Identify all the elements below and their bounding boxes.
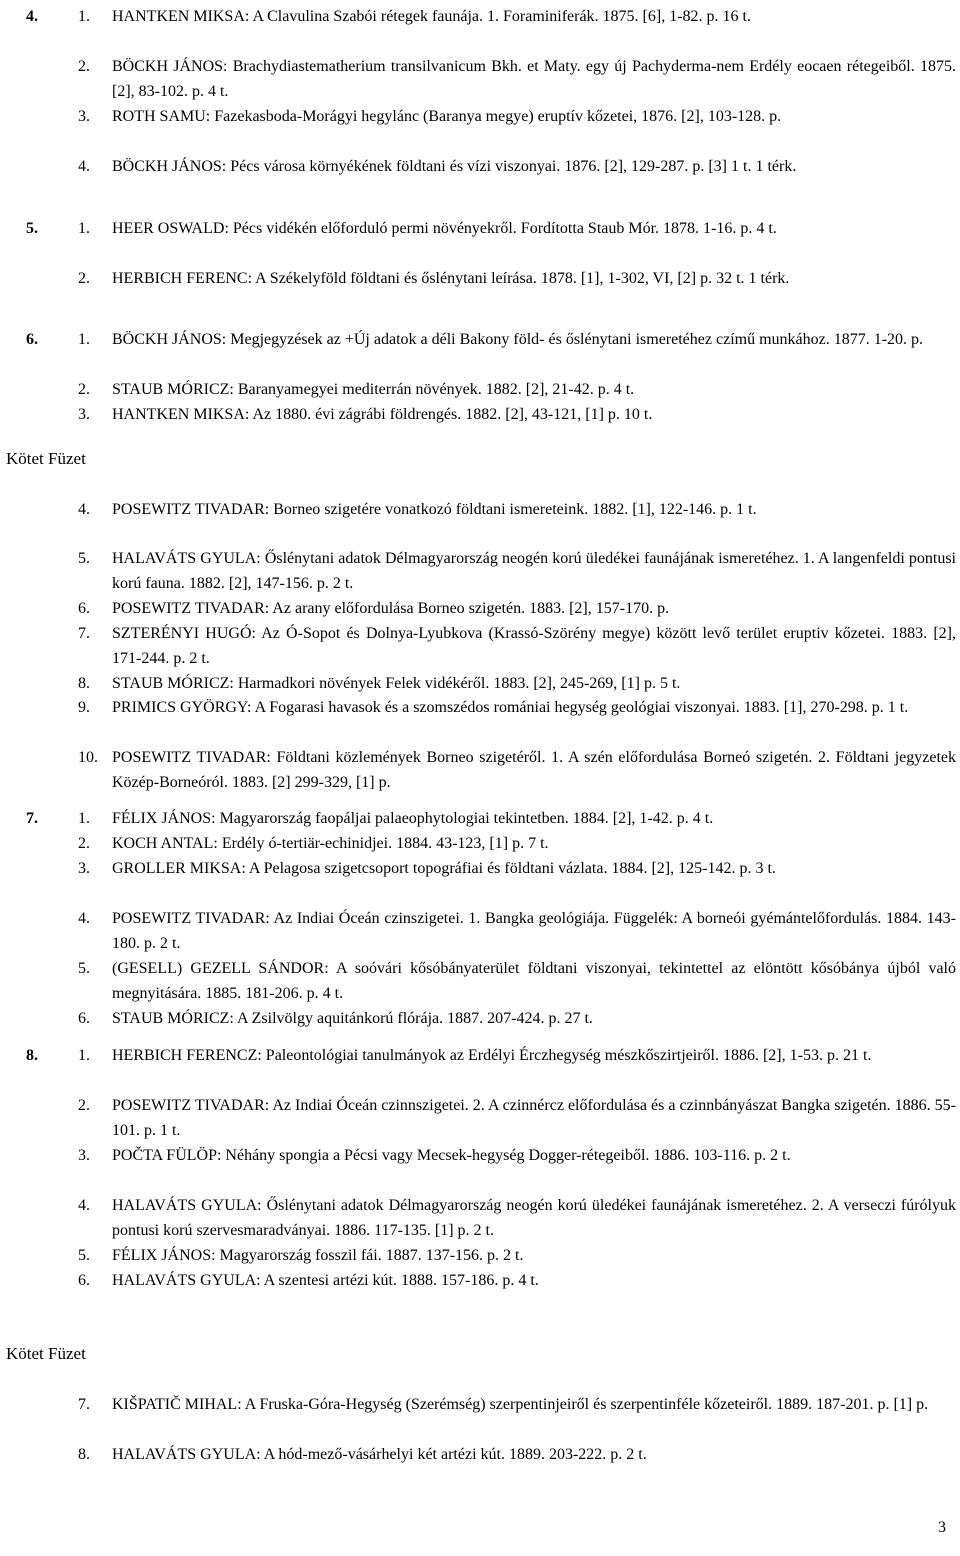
entry-number: 1. xyxy=(78,810,90,827)
entry-number: 1. xyxy=(78,220,90,237)
list-item xyxy=(78,906,956,956)
list-item xyxy=(78,671,956,696)
list-item xyxy=(78,1243,956,1268)
list-item xyxy=(78,621,956,671)
list-item xyxy=(78,377,956,402)
entry-text: STAUB MÓRICZ: A Zsilvölgy aquitánkorú flórája. 1887. 207-424. p. 27 t. xyxy=(112,1010,593,1027)
entry-text: HALAVÁTS GYULA: Őslénytani adatok Délmagyarország neogén korú üledékei faunájának ismeretéhez. 1. A langenfeldi pontusi korú fauna. 1882. [2], 147-156. p. 2 t. xyxy=(112,550,956,592)
entry-text: POSEWITZ TIVADAR: Az Indiai Óceán czinnszigetei. 2. A czinnércz előfordulása és a czinnbányászat Bangka szigetén. 1886. 55-101. p. 1 t. xyxy=(112,1097,956,1139)
entry-text: FÉLIX JÁNOS: Magyarország faopáljai palaeophytologiai tekintetben. 1884. [2], 1-42. p. 4 t. xyxy=(112,810,714,827)
page-number: 3 xyxy=(938,1519,946,1536)
entry-text: HEER OSWALD: Pécs vidékén előforduló permi növényekről. Fordította Staub Mór. 1878. 1-16. p. 4 t. xyxy=(112,220,777,237)
entry-text: GROLLER MIKSA: A Pelagosa szigetcsoport topográfiai és földtani vázlata. 1884. [2], 125-142. p. 3 t. xyxy=(112,860,776,877)
list-item xyxy=(78,831,956,856)
entry-text: ROTH SAMU: Fazekasboda-Morágyi hegylánc (Baranya megye) eruptív kőzetei, 1876. [2], 103-128. p. xyxy=(112,108,782,125)
entry-text: HANTKEN MIKSA: A Clavulina Szabói rétegek faunája. 1. Foraminiferák. 1875. [6], 1-82. p. 16 t. xyxy=(112,8,751,25)
entry-number: 4. xyxy=(78,501,90,518)
list-item xyxy=(78,402,956,427)
list-item xyxy=(78,1268,956,1293)
volume-number: 6. xyxy=(26,331,38,348)
entry-text: BÖCKH JÁNOS: Pécs városa környékének földtani és vízi viszonyai. 1876. [2], 129-287. p. [3] 1 t. 1 térk. xyxy=(112,158,797,175)
list-item xyxy=(78,216,956,266)
entry-text: STAUB MÓRICZ: Baranyamegyei mediterrán növények. 1882. [2], 21-42. p. 4 t. xyxy=(112,381,635,398)
list-item xyxy=(78,1093,956,1143)
entry-number: 6. xyxy=(78,1272,90,1289)
list-item xyxy=(78,856,956,906)
list-item xyxy=(78,1442,956,1467)
entry-number: 2. xyxy=(78,270,90,287)
entry-number: 4. xyxy=(78,910,90,927)
entry-text: POSEWITZ TIVADAR: Borneo szigetére vonatkozó földtani ismereteink. 1882. [1], 122-146. p. 1 t. xyxy=(112,501,757,518)
list-item xyxy=(78,745,956,795)
entry-number: 3. xyxy=(78,860,90,877)
list-item xyxy=(78,4,956,54)
entry-number: 5. xyxy=(78,1247,90,1264)
entry-number: 2. xyxy=(78,835,90,852)
entry-text: STAUB MÓRICZ: Harmadkori növények Felek vidékéről. 1883. [2], 245-269, [1] p. 5 t. xyxy=(112,675,681,692)
entry-number: 4. xyxy=(78,158,90,175)
list-item xyxy=(78,695,956,745)
entry-text: KIŠPATIČ MIHAL: A Fruska-Góra-Hegység (Szerémség) szerpentinjeiről és szerpentinféle kőzeteiről. 1889. 187-201. p. [1] p. xyxy=(112,1396,929,1413)
entry-text: HERBICH FERENC: A Székelyföld földtani és őslénytani leírása. 1878. [1], 1-302, VI, [2] p. 32 t. 1 térk. xyxy=(112,270,790,287)
volume-number: 7. xyxy=(26,810,38,827)
entry-number: 7. xyxy=(78,1396,90,1413)
list-item xyxy=(78,497,956,547)
entry-number: 6. xyxy=(78,1010,90,1027)
entry-number: 2. xyxy=(78,381,90,398)
list-item xyxy=(78,154,956,204)
entry-number: 1. xyxy=(78,1047,90,1064)
entry-text: KOCH ANTAL: Erdély ó-tertiär-echinidjei. 1884. 43-123, [1] p. 7 t. xyxy=(112,835,549,852)
entry-text: BÖCKH JÁNOS: Brachydiastematherium transilvanicum Bkh. et Maty. egy új Pachyderma-nem Erdély eocaen rétegeiből. 1875. [2], 83-102. p. 4 t. xyxy=(112,58,956,100)
entry-number: 5. xyxy=(78,960,90,977)
entry-number: 1. xyxy=(78,331,90,348)
list-item xyxy=(78,54,956,104)
entry-number: 3. xyxy=(78,108,90,125)
entry-number: 4. xyxy=(78,1197,90,1214)
kotet-fuzet-label: Kötet Füzet xyxy=(6,449,86,468)
entry-number: 5. xyxy=(78,550,90,567)
entry-number: 10. xyxy=(78,749,98,766)
entry-text: HANTKEN MIKSA: Az 1880. évi zágrábi földrengés. 1882. [2], 43-121, [1] p. 10 t. xyxy=(112,406,653,423)
entry-text: HALAVÁTS GYULA: A szentesi artézi kút. 1888. 157-186. p. 4 t. xyxy=(112,1272,539,1289)
list-item xyxy=(78,596,956,621)
entry-text: POSEWITZ TIVADAR: Földtani közlemények Borneo szigetéről. 1. A szén előfordulása Borneó szigetén. 2. Földtani jegyzetek Közép-Borneóról. 1883. [2] 299-329, [1] p. xyxy=(112,749,956,791)
kotet-fuzet-label: Kötet Füzet xyxy=(6,1344,86,1363)
entry-number: 3. xyxy=(78,1147,90,1164)
entry-text: HALAVÁTS GYULA: A hód-mező-vásárhelyi két artézi kút. 1889. 203-222. p. 2 t. xyxy=(112,1446,647,1463)
volume-number: 4. xyxy=(26,8,38,25)
entry-text: PRIMICS GYÖRGY: A Fogarasi havasok és a szomszédos romániai hegység geológiai viszonyai. 1883. [1], 270-298. p. 1 t. xyxy=(112,699,909,716)
list-item xyxy=(78,806,956,831)
list-item xyxy=(78,1193,956,1243)
list-item xyxy=(78,1006,956,1031)
list-item xyxy=(78,546,956,596)
entry-number: 3. xyxy=(78,406,90,423)
entry-number: 8. xyxy=(78,675,90,692)
entry-text: HERBICH FERENCZ: Paleontológiai tanulmányok az Erdélyi Érczhegység mészkőszirtjeiről. 1886. [2], 1-53. p. 21 t. xyxy=(112,1047,872,1064)
entry-number: 7. xyxy=(78,625,90,642)
volume-number: 8. xyxy=(26,1047,38,1064)
list-item xyxy=(78,104,956,154)
entry-number: 2. xyxy=(78,1097,90,1114)
entry-number: 1. xyxy=(78,8,90,25)
entry-number: 2. xyxy=(78,58,90,75)
list-item xyxy=(78,956,956,1006)
entry-text: (GESELL) GEZELL SÁNDOR: A soóvári kősóbányaterület földtani viszonyai, tekintettel az elöntött kősóbánya újból való megnyitására. 1885. 181-206. p. 4 t. xyxy=(112,960,956,1002)
list-item xyxy=(78,1143,956,1193)
entry-text: FÉLIX JÁNOS: Magyarország fosszil fái. 1887. 137-156. p. 2 t. xyxy=(112,1247,524,1264)
list-item xyxy=(78,1043,956,1093)
entry-number: 9. xyxy=(78,699,90,716)
entry-text: BÖCKH JÁNOS: Megjegyzések az +Új adatok a déli Bakony föld- és őslénytani ismeretéhez czímű munkához. 1877. 1-20. p. xyxy=(112,331,924,348)
entry-text: POSEWITZ TIVADAR: Az arany előfordulása Borneo szigetén. 1883. [2], 157-170. p. xyxy=(112,600,670,617)
entry-text: SZTERÉNYI HUGÓ: Az Ó-Sopot és Dolnya-Lyubkova (Krassó-Szörény megye) között levő terület eruptiv kőzetei. 1883. [2], 171-244. p. 2 t. xyxy=(112,625,956,667)
entry-text: HALAVÁTS GYULA: Őslénytani adatok Délmagyarország neogén korú üledékei faunájának ismeretéhez. 2. A verseczi fúrólyuk pontusi korú szervesmaradványai. 1886. 117-135. [1] p. 2 t. xyxy=(112,1197,956,1239)
volume-number: 5. xyxy=(26,220,38,237)
entry-number: 8. xyxy=(78,1446,90,1463)
list-item xyxy=(78,266,956,316)
entry-text: POSEWITZ TIVADAR: Az Indiai Óceán czinszigetei. 1. Bangka geológiája. Függelék: A borneói gyémántelőfordulás. 1884. 143-180. p. 2 t. xyxy=(112,910,956,952)
entry-number: 6. xyxy=(78,600,90,617)
list-item xyxy=(78,1392,956,1442)
entry-text: POČTA FÜLÖP: Néhány spongia a Pécsi vagy Mecsek-hegység Dogger-rétegeiből. 1886. 103-116. p. 2 t. xyxy=(112,1147,791,1164)
list-item xyxy=(78,327,956,377)
